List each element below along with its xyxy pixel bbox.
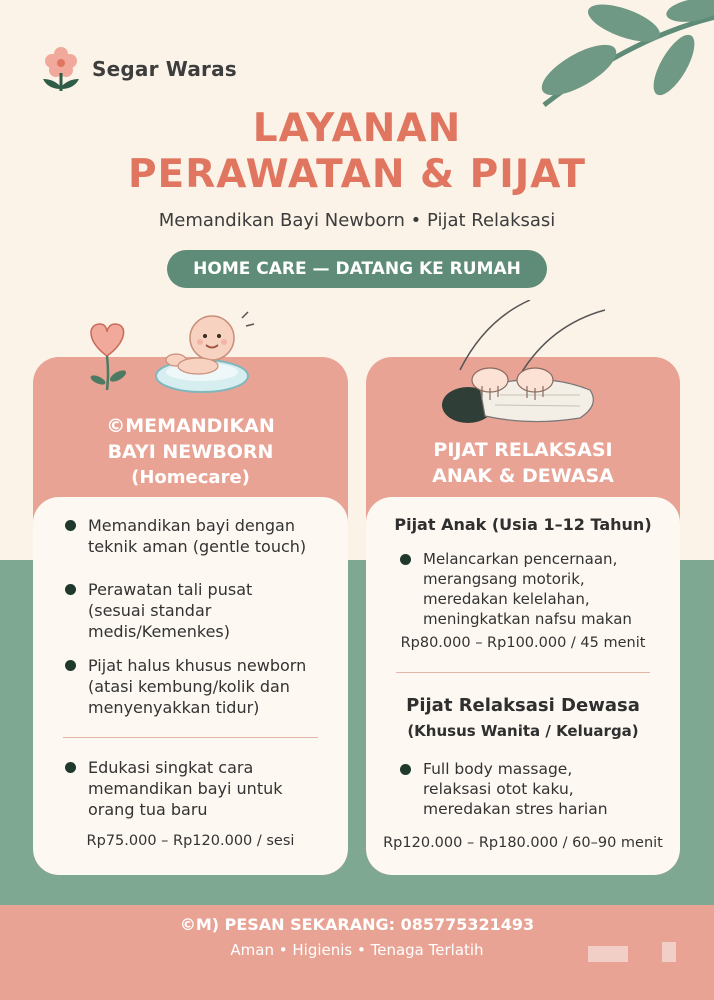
- bullet-text: meredakan stres harian: [423, 800, 608, 818]
- blurred-mark: [588, 946, 628, 962]
- list-item: [65, 579, 252, 642]
- list-item: [65, 757, 283, 820]
- section-heading: Pijat Anak (Usia 1–12 Tahun): [394, 515, 652, 534]
- massage-card: [366, 357, 680, 875]
- bullet-dot-icon: [65, 660, 76, 671]
- bullet-text: menyenyakkan tidur): [88, 698, 260, 717]
- bullet-dot-icon: [65, 762, 76, 773]
- card-title-line-1: ©MEMANDIKAN: [106, 415, 275, 437]
- bullet-dot-icon: [65, 584, 76, 595]
- card-title-line-3: (Homecare): [131, 467, 250, 488]
- section-heading: Pijat Relaksasi Dewasa: [406, 695, 640, 716]
- list-item: [65, 515, 306, 557]
- brand-name: Segar Waras: [92, 57, 237, 81]
- divider: [396, 672, 650, 673]
- bullet-text: Perawatan tali pusat: [88, 580, 253, 599]
- page-title-line-2: PERAWATAN & PIJAT: [127, 152, 587, 197]
- card-title-line-2: BAYI NEWBORN: [107, 441, 274, 463]
- card-body: [33, 497, 348, 875]
- bullet-text: Full body massage,: [423, 760, 573, 778]
- list-item: [400, 759, 608, 819]
- newborn-bath-card: [33, 357, 348, 875]
- leaf-decoration-icon: [524, 0, 714, 115]
- bullet-text: Memandikan bayi dengan: [88, 516, 295, 535]
- bullet-text: teknik aman (gentle touch): [88, 537, 307, 556]
- bullet-dot-icon: [65, 520, 76, 531]
- card-title-line-1: PIJAT RELAKSASI: [433, 439, 613, 461]
- price-label: Rp80.000 – Rp100.000 / 45 menit: [400, 635, 646, 651]
- card-body: [366, 497, 680, 875]
- divider: [63, 737, 318, 738]
- bullet-dot-icon: [400, 554, 411, 565]
- list-item: [65, 655, 306, 718]
- baby-bath-icon: [150, 308, 260, 398]
- order-phone-line[interactable]: ©M) PESAN SEKARANG: 085775321493: [179, 915, 535, 934]
- price-label: Rp120.000 – Rp180.000 / 60–90 menit: [383, 835, 663, 851]
- bullet-text: merangsang motorik,: [423, 570, 585, 588]
- bullet-text: medis/Kemenkes): [88, 622, 230, 641]
- card-title-line-2: ANAK & DEWASA: [432, 465, 614, 487]
- bullet-text: Melancarkan pencernaan,: [423, 550, 618, 568]
- blurred-mark: [662, 942, 676, 962]
- home-care-badge: HOME CARE — DATANG KE RUMAH: [167, 250, 547, 288]
- bullet-text: memandikan bayi untuk: [88, 779, 283, 798]
- page-title-line-1: LAYANAN: [252, 106, 462, 151]
- bullet-text: meningkatkan nafsu makan: [423, 610, 632, 628]
- bullet-text: Pijat halus khusus newborn: [88, 656, 307, 675]
- brand-logo: [40, 45, 237, 93]
- bullet-text: (sesuai standar: [88, 601, 212, 620]
- heart-flower-icon: [82, 318, 142, 393]
- bullet-dot-icon: [400, 764, 411, 775]
- bullet-text: orang tua baru: [88, 800, 208, 819]
- bullet-text: relaksasi otot kaku,: [423, 780, 574, 798]
- bullet-text: (atasi kembung/kolik dan: [88, 677, 290, 696]
- footer-tagline: Aman • Higienis • Tenaga Terlatih: [230, 941, 484, 959]
- page-subtitle: Memandikan Bayi Newborn • Pijat Relaksasi: [158, 210, 556, 231]
- bullet-text: meredakan kelelahan,: [423, 590, 590, 608]
- bullet-text: Edukasi singkat cara: [88, 758, 254, 777]
- list-item: [400, 549, 632, 629]
- price-label: Rp75.000 – Rp120.000 / sesi: [86, 833, 295, 849]
- section-subheading: (Khusus Wanita / Keluarga): [407, 722, 639, 740]
- massage-hands-icon: [430, 300, 610, 430]
- flower-icon: [40, 45, 82, 93]
